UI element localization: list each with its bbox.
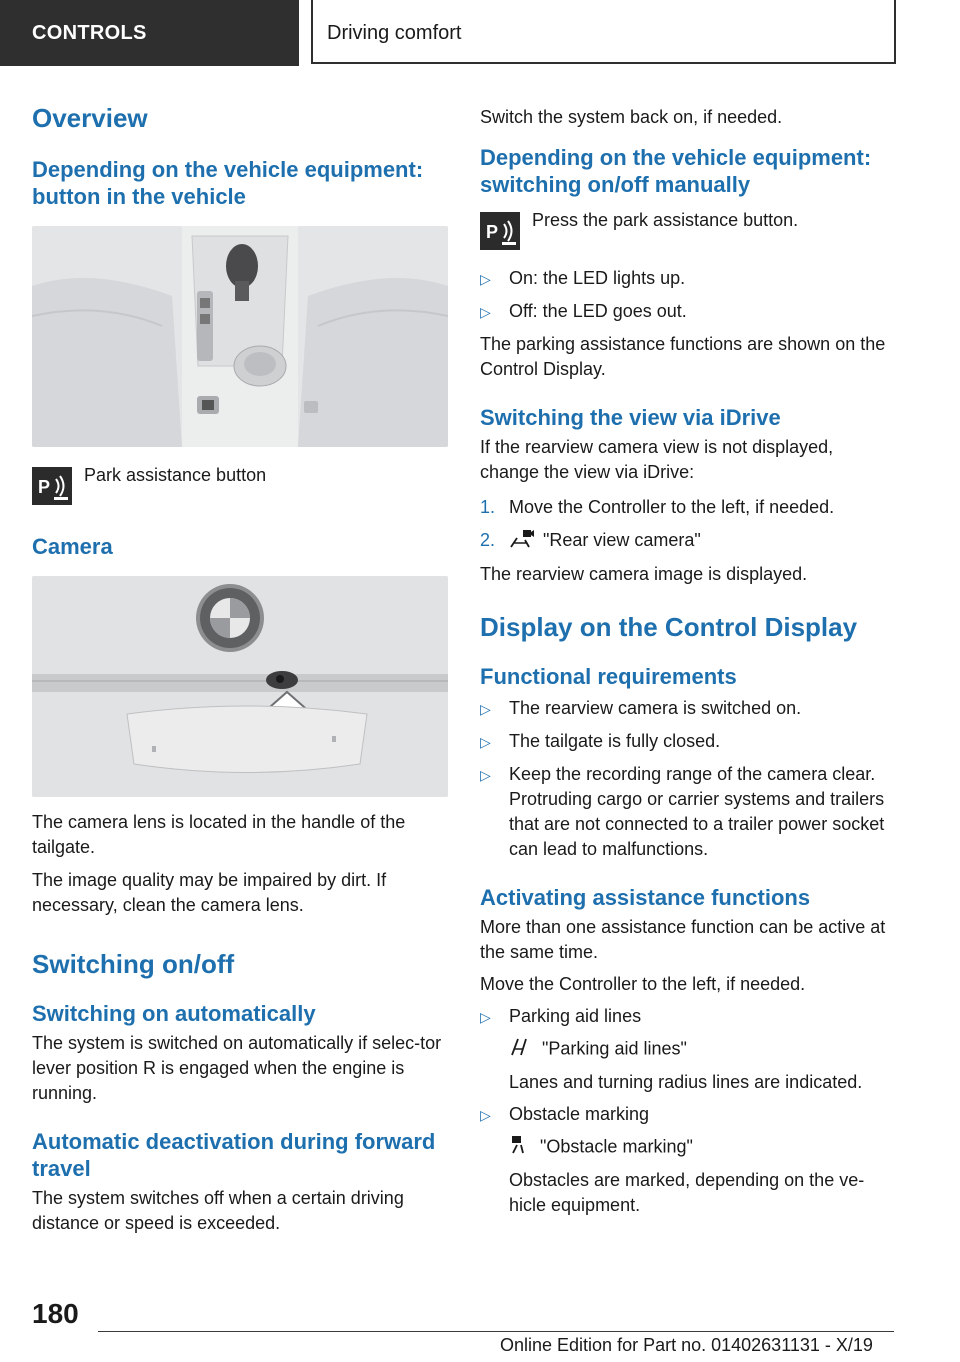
triangle-bullet-icon: ▷ [480,734,491,750]
function-description: Lanes and turning radius lines are indicated. [509,1072,863,1092]
assistance-functions-list [480,1004,896,1218]
list-item [480,266,896,292]
idrive-steps-list [480,495,896,555]
manual-status-list [480,266,896,325]
rear-view-camera-icon [509,528,543,555]
switch-back-text: Switch the system back on, if needed. [480,107,783,127]
function-name: Obstacle marking [509,1104,650,1124]
camera-location-text: The camera lens is located in the handle of the tailgate. [32,812,406,857]
list-item [480,495,896,520]
list-item [480,1004,896,1095]
heading-functional-requirements: Functional requirements [480,664,737,689]
function-menu-label: "Parking aid lines" [542,1038,687,1059]
idrive-result-text: The rearview camera image is displayed. [480,564,808,584]
list-item [480,528,896,555]
list-item [480,762,896,862]
list-item-text: Keep the recording range of the camera clear. Protruding cargo or carrier systems and trailers that are not connected to a trailer power socket can lead to malfunctions. [509,764,885,859]
triangle-bullet-icon: ▷ [480,1009,491,1025]
chapter-title: Driving comfort [311,0,896,64]
requirements-list [480,696,896,862]
triangle-bullet-icon: ▷ [480,767,491,783]
auto-on-text: The system is switched on automatically if selec‐tor lever position R is engaged when the engine is running. [32,1033,442,1103]
step-text: Move the Controller to the left, if needed. [509,497,835,517]
function-menu-row [509,1036,862,1063]
press-button-text: Press the park assistance button. [532,210,799,230]
activating-text-2: Move the Controller to the left, if needed. [480,974,806,994]
heading-switching-manually: Depending on the vehicle equipment: switching on/off manually [480,145,872,197]
heading-switching-on-automatically: Switching on automatically [32,1001,316,1026]
svg-text:P: P [38,477,51,497]
activating-text-1: More than one assistance function can be active at the same time. [480,917,886,962]
step-text: "Rear view camera" [543,530,701,550]
heading-activating-assistance: Activating assistance functions [480,885,811,910]
function-description: Obstacles are marked, depending on the ve‐hicle equipment. [509,1170,865,1215]
heading-button-in-vehicle: Depending on the vehicle equipment: button in the vehicle [32,157,424,209]
step-number: 2. [480,530,496,550]
function-menu-label: "Obstacle marking" [540,1136,693,1157]
park-assist-button-caption [32,467,448,505]
heading-display-control-display: Display on the Control Display [480,612,858,642]
idrive-intro-text: If the rearview camera view is not displayed, change the view via iDrive: [480,437,834,482]
list-item [480,1102,896,1218]
heading-overview: Overview [32,103,148,133]
obstacle-marking-icon [509,1134,535,1161]
parking-aid-lines-icon [509,1036,537,1063]
function-menu-row [509,1134,896,1161]
triangle-bullet-icon: ▷ [480,701,491,717]
tailgate-camera-figure [32,576,448,797]
heading-switching-view-idrive: Switching the view via iDrive [480,405,781,430]
camera-dirt-text: The image quality may be impaired by dirt. If necessary, clean the camera lens. [32,870,387,915]
triangle-bullet-icon: ▷ [480,1107,491,1123]
list-item-text: The rearview camera is switched on. [509,698,802,718]
svg-text:P: P [486,222,499,242]
park-assist-icon [32,467,72,505]
list-item-text: On: the LED lights up. [509,268,686,288]
footer-edition-text: Online Edition for Part no. 01402631131 - X/19 [500,1335,873,1355]
center-console-figure [32,226,448,447]
park-assist-caption: Park assistance button [84,465,267,485]
park-assist-icon [480,212,520,250]
left-column [32,98,448,1236]
triangle-bullet-icon: ▷ [480,304,491,320]
function-name: Parking aid lines [509,1006,642,1026]
heading-automatic-deactivation: Automatic deactivation during forward travel [32,1129,436,1181]
manual-display-text: The parking assistance functions are shown on the Control Display. [480,334,886,379]
list-item [480,299,896,325]
list-item-text: Off: the LED goes out. [509,301,687,321]
right-column [480,98,896,1218]
heading-camera: Camera [32,534,113,559]
list-item [480,729,896,755]
auto-off-text: The system switches off when a certain driving distance or speed is exceeded. [32,1188,404,1233]
step-number: 1. [480,497,496,517]
page-number: 180 [32,1298,79,1329]
list-item [480,696,896,722]
section-tab: CONTROLS [0,0,299,66]
list-item-text: The tailgate is fully closed. [509,731,721,751]
page-header [0,0,960,66]
triangle-bullet-icon: ▷ [480,271,491,287]
footer-divider [98,1331,894,1332]
heading-switching-on-off: Switching on/off [32,949,235,979]
press-button-row [480,212,896,250]
